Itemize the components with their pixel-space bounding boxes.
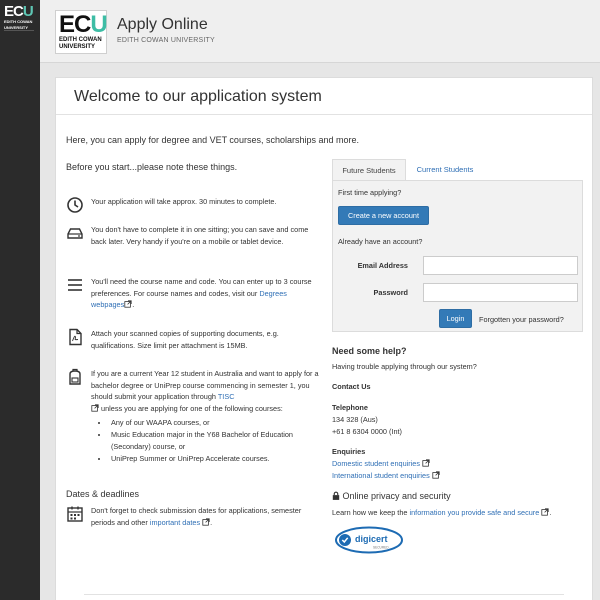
list-item: • UniPrep Summer or UniPrep Accelerate courses. xyxy=(109,453,321,465)
digicert-seal[interactable] xyxy=(334,526,404,554)
help-heading-text: Need some help? xyxy=(332,346,407,356)
telephone-label: Telephone xyxy=(332,403,368,412)
logo-text-1: EDITH COWAN xyxy=(59,37,102,43)
logo-letter-u: U xyxy=(22,3,33,20)
list-item xyxy=(66,505,321,528)
external-link-icon xyxy=(202,517,213,527)
page-title: Welcome to our application system xyxy=(74,88,322,105)
logo-letters: EC xyxy=(59,11,91,38)
list-item xyxy=(66,196,321,208)
email-field[interactable] xyxy=(423,256,578,275)
international-enquiries xyxy=(332,471,587,480)
pdf-file-icon xyxy=(66,328,84,346)
app-title: Apply Online xyxy=(117,16,208,33)
tisc-link[interactable]: TISC xyxy=(217,392,235,401)
intro-text: Here, you can apply for degree and VET courses, scholarships and more. xyxy=(66,135,359,145)
login-button[interactable]: Login xyxy=(439,309,472,328)
digicert-wordmark: digicert xyxy=(355,534,388,544)
international-enquiries-link[interactable]: International student enquiries xyxy=(332,471,430,480)
backpack-icon xyxy=(66,368,84,386)
domestic-enquiries-link[interactable]: Domestic student enquiries xyxy=(332,459,421,468)
enquiries-label: Enquiries xyxy=(332,447,366,456)
note-end: . xyxy=(210,517,213,527)
note-text: Attach your scanned copies of supporting documents, e.g. qualifications. Size limit per attachment is 15MB. xyxy=(91,329,279,350)
external-link-icon xyxy=(91,404,99,412)
create-account-button[interactable]: Create a new account xyxy=(338,206,429,225)
note-text: You don't have to complete it in one sitting; you can save and come back later. Very handy if you're on a mobile or tablet device. xyxy=(91,225,309,246)
logo-text-1: EDITH COWAN xyxy=(4,19,33,24)
list-item xyxy=(66,368,321,465)
list-item: • Any of our WAAPA courses, or xyxy=(109,417,321,429)
note-text: Your application will take approx. 30 minutes to complete. xyxy=(91,197,277,206)
lock-icon xyxy=(332,491,340,500)
phone-int: +61 8 6304 0000 (Int) xyxy=(332,427,402,436)
password-label: Password xyxy=(373,288,408,297)
privacy-heading-text: Online privacy and security xyxy=(342,491,451,501)
important-dates-link[interactable]: important dates xyxy=(149,517,201,527)
calendar-icon xyxy=(66,505,84,523)
logo-text-2: UNIVERSITY xyxy=(59,43,96,50)
degrees-link[interactable]: Degrees webpages xyxy=(91,288,287,309)
domestic-enquiries xyxy=(332,459,587,468)
privacy-heading xyxy=(332,491,587,501)
forgot-password-link[interactable]: Forgotten your password? xyxy=(479,315,564,324)
external-link-icon xyxy=(432,471,440,479)
first-time-label: First time applying? xyxy=(338,188,402,197)
app-subtitle: EDITH COWAN UNIVERSITY xyxy=(117,37,215,44)
list-item xyxy=(66,224,321,247)
tab-current-students[interactable]: Current Students xyxy=(416,165,474,174)
note-body: If you are a current Year 12 student in Australia and want to apply for a bachelor degree or UniPrep course commencing in semester 1, you should submit your application through xyxy=(91,369,319,401)
password-field[interactable] xyxy=(423,283,578,302)
note-body: You'll need the course name and code. You can enter up to 3 course preferences. For course names and codes, visit our xyxy=(91,277,312,298)
panel-header xyxy=(56,78,592,115)
sidebar-logo[interactable] xyxy=(4,4,33,30)
note-text xyxy=(91,505,321,528)
hard-drive-icon xyxy=(66,224,84,242)
clock-icon xyxy=(66,196,84,214)
tab-future-students[interactable]: Future Students xyxy=(332,159,406,181)
header xyxy=(40,0,600,63)
external-link-icon xyxy=(422,459,430,467)
help-trouble: Having trouble applying through our system? xyxy=(332,362,477,371)
course-exceptions-list xyxy=(101,417,321,465)
login-box xyxy=(332,180,583,332)
email-label: Email Address xyxy=(357,261,408,270)
logo-text-2: UNIVERSITY xyxy=(4,24,29,30)
footer-divider xyxy=(84,594,564,595)
note-text xyxy=(91,368,321,414)
logo-letter-u: U xyxy=(90,11,107,38)
contact-us: Contact Us xyxy=(332,382,371,391)
privacy-body: Learn how we keep the xyxy=(332,508,408,517)
ecu-logo[interactable] xyxy=(55,10,107,54)
note-body: Don't forget to check submission dates for applications, semester periods and other xyxy=(91,506,302,527)
phone-aus: 134 328 (Aus) xyxy=(332,415,378,424)
privacy-link[interactable]: information you provide safe and secure xyxy=(409,508,540,517)
note-end: . xyxy=(132,300,135,309)
dates-heading: Dates & deadlines xyxy=(66,489,140,499)
sidebar-divider xyxy=(4,30,34,31)
note-end: unless you are applying for one of the following courses: xyxy=(101,403,283,413)
list-item xyxy=(66,276,321,311)
logo-letters: EC xyxy=(4,3,23,20)
note-text xyxy=(91,276,321,311)
list-icon xyxy=(66,276,84,294)
privacy-end: . xyxy=(549,508,552,517)
main-panel xyxy=(55,77,593,600)
digicert-secured: SECURED xyxy=(373,545,389,550)
list-item: • Music Education major in the Y68 Bachelor of Education (Secondary) course, or xyxy=(109,429,321,453)
privacy-text xyxy=(332,508,587,517)
already-label: Already have an account? xyxy=(338,237,423,246)
list-item xyxy=(66,328,321,351)
help-heading xyxy=(332,346,587,356)
left-sidebar xyxy=(0,0,40,600)
before-you-start: Before you start...please note these things. xyxy=(66,162,238,172)
